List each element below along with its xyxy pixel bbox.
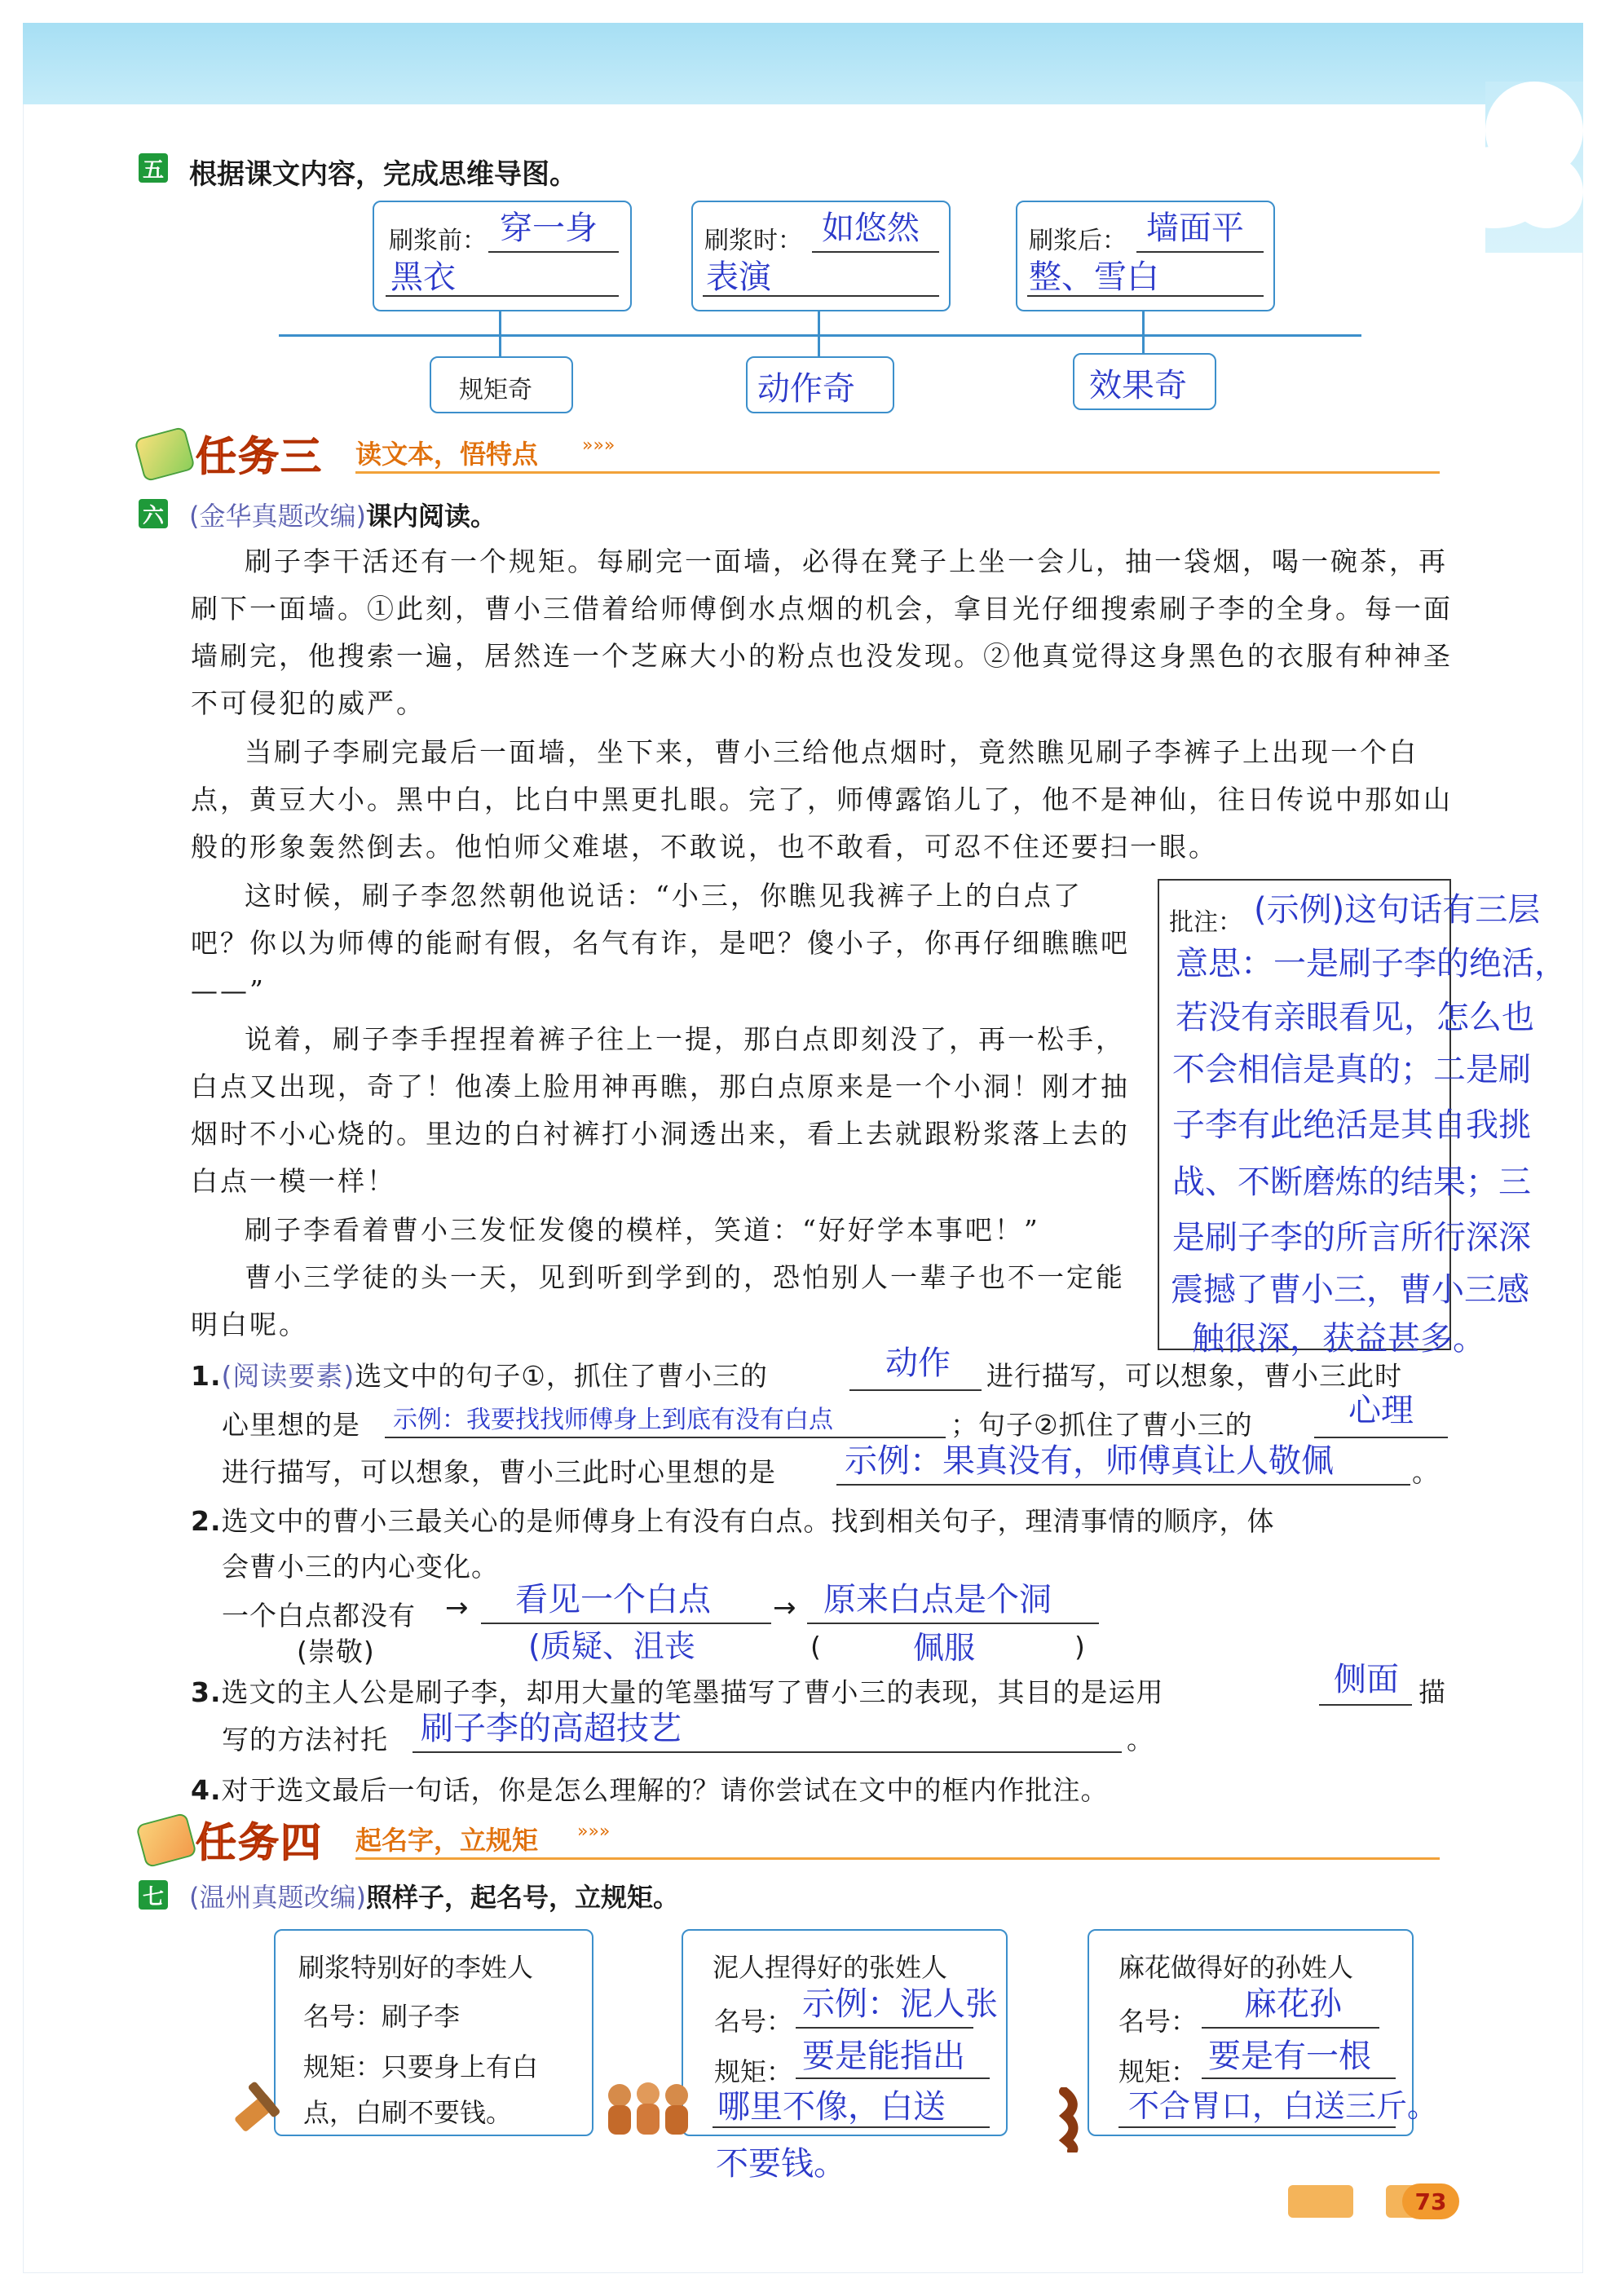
card-heading: 刷浆特别好的李姓人 bbox=[298, 1952, 534, 1983]
question-1-line-2: 心里想的是 bbox=[222, 1409, 360, 1441]
mind-map-box-before bbox=[373, 201, 632, 311]
box-label: 刷浆前： bbox=[389, 227, 487, 255]
chevrons-icon: »»» bbox=[577, 1821, 611, 1842]
annotation-line: 子李有此绝活是其自我挑 bbox=[1172, 1106, 1531, 1144]
brush-icon bbox=[227, 2071, 300, 2144]
box-text: 规矩奇 bbox=[459, 376, 532, 404]
answer-line bbox=[796, 2077, 990, 2079]
answer-line bbox=[703, 295, 939, 297]
handwritten-answer: 穿一身 bbox=[500, 210, 598, 247]
question-1-text: ；句子②抓住了曹小三的 bbox=[951, 1409, 1253, 1441]
handwritten-answer: 动作奇 bbox=[757, 370, 855, 408]
answer-line bbox=[488, 251, 619, 253]
annotation-box bbox=[1158, 879, 1567, 1358]
handwritten-answer: 表演 bbox=[706, 258, 771, 296]
handwritten-answer: 不合胃口，白送三斤。 bbox=[1128, 2088, 1439, 2124]
answer-line bbox=[1202, 2027, 1379, 2029]
handwritten-answer: 原来白点是个洞 bbox=[823, 1581, 1052, 1618]
card-label: 规矩： bbox=[714, 2056, 793, 2087]
connector bbox=[499, 334, 501, 357]
handwritten-answer: 黑衣 bbox=[390, 258, 456, 296]
reading-paragraph-4: 说着，刷子李手捏捏着裤子往上一提，那白点即刻没了，再一松手，白点又出现，奇了！他凑上脸用神再瞧，那白点原来是一个小洞！刚才抽烟时不小心烧的。里边的白衬裤打小洞透出来，看上去就跟粉浆落上去的白点一模一样！ bbox=[191, 1023, 1130, 1197]
source-tag: (金华真题改编) bbox=[189, 501, 366, 532]
box-label: 刷浆时： bbox=[704, 227, 802, 255]
handwritten-answer: 动作 bbox=[885, 1344, 951, 1382]
connector bbox=[499, 310, 501, 334]
reading-paragraph-1: 刷子李干活还有一个规矩。每刷完一面墙，必得在凳子上坐一会儿，抽一袋烟，喝一碗茶，再刷下一面墙。①此刻，曹小三借着给师傅倒水点烟的机会，拿目光仔细搜索刷子李的全身。每一面墙刷完，他搜索一遍，居然连一个芝麻大小的粉点也没发现。②他真觉得这身黑色的衣服有种神圣不可侵犯的威严。 bbox=[191, 545, 1453, 719]
answer-line bbox=[1118, 2126, 1396, 2128]
annotation-line: 是刷子李的所言所行深深 bbox=[1172, 1219, 1531, 1256]
mind-map-box-after bbox=[1016, 201, 1275, 311]
arrow-right-icon: → bbox=[445, 1592, 469, 1624]
page-number-decoration bbox=[1288, 2185, 1353, 2218]
answer-line bbox=[1319, 1704, 1412, 1706]
question-3-line-1: 3.选文的主人公是刷子李，却用大量的笔墨描写了曹小三的表现，其目的是运用 bbox=[191, 1676, 1164, 1708]
annotation-line: 若没有亲眼看见，怎么也 bbox=[1176, 999, 1534, 1036]
mind-map-trunk bbox=[279, 334, 1361, 337]
annotation-line: 意思：一是刷子李的绝活， bbox=[1176, 945, 1567, 982]
arrow-right-icon: → bbox=[773, 1592, 796, 1624]
section-title-text: 照样子，起名号，立规矩。 bbox=[365, 1882, 679, 1913]
reading-paragraph-2: 当刷子李刷完最后一面墙，坐下来，曹小三给他点烟时，竟然瞧见刷子李裤子上出现一个白点，黄豆大小。黑中白，比白中黑更扎眼。完了，师傅露馅儿了，他不是神仙，往日传说中那如山般的形象轰然倒去。他怕师父难堪，不敢说，也不敢看，可忍不住还要扫一眼。 bbox=[191, 736, 1453, 863]
task-underline bbox=[355, 471, 1440, 474]
handwritten-answer: (质疑、沮丧 bbox=[528, 1628, 695, 1664]
paren: ) bbox=[1074, 1631, 1086, 1662]
connector bbox=[818, 310, 820, 334]
source-tag: (温州真题改编) bbox=[189, 1882, 366, 1913]
annotation-line: 触很深，获益甚多。 bbox=[1192, 1320, 1485, 1358]
answer-line bbox=[713, 2126, 990, 2128]
question-2-line-1: 2.选文中的曹小三最关心的是师傅身上有没有白点。找到相关句子，理清事情的顺序，体 bbox=[191, 1505, 1275, 1537]
mind-map-box-during bbox=[691, 201, 951, 311]
cloud-decoration bbox=[1420, 65, 1583, 253]
answer-line bbox=[836, 1484, 1410, 1486]
section-badge-6: 六 bbox=[139, 499, 168, 528]
answer-line bbox=[1314, 1437, 1448, 1438]
answer-line bbox=[1027, 295, 1264, 297]
handwritten-answer: 刷子李的高超技艺 bbox=[421, 1710, 682, 1747]
section-badge-7: 七 bbox=[139, 1880, 168, 1910]
example-card-3 bbox=[1088, 1929, 1439, 2136]
clay-figures-icon bbox=[603, 2071, 693, 2144]
example-card-1 bbox=[274, 1929, 593, 2136]
mind-map-bottom-box bbox=[746, 356, 894, 413]
handwritten-answer: 示例：我要找找师傅身上到底有没有白点 bbox=[393, 1406, 833, 1434]
handwritten-answer: 效果奇 bbox=[1089, 367, 1187, 404]
annotation-line: (示例)这句话有三层 bbox=[1254, 891, 1541, 929]
answer-line bbox=[386, 295, 619, 297]
handwritten-answer: 麻花孙 bbox=[1244, 1985, 1342, 2023]
card-rule-row: 点，白刷不要钱。 bbox=[303, 2097, 513, 2128]
annotation-label: 批注： bbox=[1169, 908, 1242, 937]
question-1-line-1: 1.(阅读要素)选文中的句子①，抓住了曹小三的 bbox=[191, 1360, 768, 1392]
connector bbox=[818, 334, 820, 357]
feeling-0: (崇敬) bbox=[297, 1636, 375, 1667]
section-badge-5: 五 bbox=[139, 153, 168, 183]
task4-title: 任务四 bbox=[196, 1819, 323, 1866]
handwritten-answer: 不要钱。 bbox=[716, 2145, 846, 2183]
handwritten-answer: 佩服 bbox=[913, 1630, 976, 1666]
chevrons-icon: »»» bbox=[582, 435, 615, 456]
reading-paragraph-3: 这时候，刷子李忽然朝他说话：“小三，你瞧见我裤子上的白点了吧？你以为师傅的能耐有假，名气有诈，是吧？傻小子，你再仔细瞧瞧吧——” bbox=[191, 880, 1130, 1006]
question-1-text: 进行描写，可以想象，曹小三此时 bbox=[986, 1360, 1402, 1392]
handwritten-answer: 示例：果真没有，师傅真让人敬佩 bbox=[845, 1442, 1334, 1480]
question-3-line-2: 写的方法衬托 bbox=[222, 1724, 388, 1755]
annotation-line: 战、不断磨炼的结果；三 bbox=[1172, 1163, 1531, 1201]
card-heading: 泥人捏得好的张姓人 bbox=[713, 1952, 948, 1983]
handwritten-answer: 如悠然 bbox=[822, 210, 920, 247]
card-rule-row: 规矩：只要身上有白 bbox=[303, 2051, 539, 2082]
handwritten-answer: 墙面平 bbox=[1146, 210, 1244, 247]
reading-paragraph-6: 曹小三学徒的头一天，见到听到学到的，恐怕别人一辈子也不一定能明白呢。 bbox=[191, 1261, 1125, 1340]
section-title-7 bbox=[189, 1877, 679, 1914]
annotation-line: 震撼了曹小三，曹小三感 bbox=[1171, 1271, 1529, 1309]
paren: ( bbox=[810, 1631, 822, 1662]
card-label: 名号： bbox=[714, 2006, 793, 2037]
task4-subtitle: 起名字，立规矩 bbox=[355, 1825, 539, 1856]
answer-line bbox=[849, 1389, 982, 1391]
handwritten-answer: 哪里不像，白送 bbox=[717, 2088, 946, 2126]
question-2-line-2: 会曹小三的内心变化。 bbox=[222, 1551, 499, 1583]
section-title-text: 课内阅读。 bbox=[365, 501, 496, 532]
reading-paragraph-5: 刷子李看着曹小三发怔发傻的模样，笑道：“好好学本事吧！” bbox=[245, 1214, 1040, 1246]
question-3-text: 描 bbox=[1418, 1676, 1446, 1708]
question-1-line-3: 进行描写，可以想象，曹小三此时心里想的是 bbox=[222, 1456, 776, 1488]
card-heading: 麻花做得好的孙姓人 bbox=[1118, 1952, 1354, 1983]
answer-line bbox=[1202, 2077, 1396, 2079]
mind-map-bottom-box bbox=[1073, 353, 1216, 410]
section-title-6 bbox=[189, 496, 496, 533]
handwritten-answer: 看见一个白点 bbox=[515, 1581, 711, 1618]
answer-line bbox=[796, 2027, 973, 2029]
mahua-icon bbox=[1052, 2087, 1092, 2152]
task3-subtitle: 读文本，悟特点 bbox=[355, 439, 539, 470]
task3-title: 任务三 bbox=[196, 433, 323, 480]
answer-line bbox=[812, 251, 939, 253]
handwritten-answer: 整、雪白 bbox=[1029, 258, 1159, 296]
section-title-5: 根据课文内容，完成思维导图。 bbox=[189, 158, 577, 191]
question-2-start: 一个白点都没有 bbox=[222, 1600, 416, 1631]
question-1-text: 。 bbox=[1412, 1456, 1440, 1488]
connector bbox=[1142, 310, 1145, 334]
page-number: 73 bbox=[1402, 2183, 1459, 2219]
handwritten-answer: 示例：泥人张 bbox=[802, 1985, 998, 2023]
mind-map-bottom-box bbox=[430, 356, 573, 413]
handwritten-answer: 侧面 bbox=[1334, 1661, 1399, 1698]
task-underline bbox=[355, 1857, 1440, 1860]
card-name-row: 名号：刷子李 bbox=[303, 2001, 461, 2032]
question-3-text: 。 bbox=[1127, 1724, 1154, 1755]
box-label: 刷浆后： bbox=[1029, 227, 1127, 255]
handwritten-answer: 心理 bbox=[1348, 1392, 1414, 1429]
annotation-line: 不会相信是真的；二是刷 bbox=[1172, 1051, 1531, 1088]
card-label: 名号： bbox=[1118, 2006, 1198, 2037]
question-4: 4.对于选文最后一句话，你是怎么理解的？请你尝试在文中的框内作批注。 bbox=[191, 1774, 1109, 1806]
answer-line bbox=[413, 1751, 1122, 1753]
card-label: 规矩： bbox=[1118, 2056, 1198, 2087]
sky-banner bbox=[23, 23, 1583, 104]
example-card-2 bbox=[682, 1929, 1008, 2136]
handwritten-answer: 要是能指出 bbox=[802, 2038, 965, 2075]
handwritten-answer: 要是有一根 bbox=[1208, 2038, 1371, 2075]
